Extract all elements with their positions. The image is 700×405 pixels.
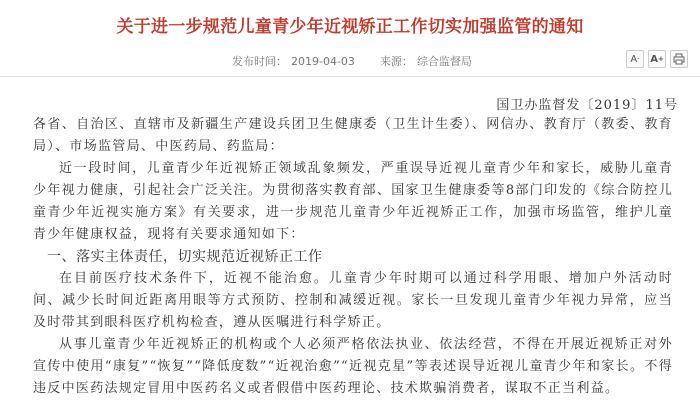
- paragraph-intro: 近一段时间，儿童青少年近视矫正领域乱象频发，严重误导近视儿童青少年和家长，威胁儿童青少年视力健康，引起社会广泛关注。为贯彻落实教育部、国家卫生健康委等8部门印发的《综合防控儿童青少年近视实施方案》有关要求，进一步规范儿童青少年近视矫正工作，加强市场监管，维护儿童青少年健康权益，现将有关要求通知如下：: [33, 161, 673, 242]
- paragraph-body: 从事儿童青少年近视矫正的机构或个人必须严格依法执业、依法经营，不得在开展近视矫正对外宣传中使用“康复”“恢复”“降低度数”“近视治愈”“近视克星”等表述误导近视儿童青少年和家长。不得违反中医药法规定冒用中医药名义或者假借中医药理论、技术欺骗消费者，谋取不正当利益。: [33, 337, 673, 396]
- header-divider: [0, 76, 700, 77]
- font-increase-label: A: [650, 53, 658, 65]
- print-button[interactable]: [670, 50, 688, 68]
- font-increase-button[interactable]: [648, 50, 666, 68]
- printer-icon: [673, 53, 685, 65]
- article-meta: [232, 53, 476, 69]
- publish-date: 2019-04-03: [291, 55, 355, 68]
- section-heading: 一、落实主体责任，切实规范近视矫正工作: [47, 249, 323, 265]
- document-number: 国卫办监督发〔2019〕11号: [496, 98, 678, 113]
- addressee: 各省、自治区、直辖市及新疆生产建设兵团卫生健康委（卫生计生委）、网信办、教育厅（教委、教育局）、市场监管局、中医药局、药监局：: [33, 117, 673, 154]
- source-label: 来源：: [379, 55, 413, 68]
- page-title: 关于进一步规范儿童青少年近视矫正工作切实加强监管的通知: [116, 17, 584, 37]
- paragraph-body: 在目前医疗技术条件下，近视不能治愈。儿童青少年时期可以通过科学用眼、增加户外活动时间、减少长时间近距离用眼等方式预防、控制和减缓近视。家长一旦发现儿童青少年视力异常，应当及时带其到眼科医疗机构检查，遵从医嘱进行科学矫正。: [33, 271, 673, 330]
- publish-label: 发布时间：: [232, 55, 287, 68]
- font-size-controls: [626, 50, 688, 68]
- article-body: [33, 114, 673, 400]
- source-name: 综合监督局: [416, 55, 472, 68]
- font-increase-mark: +: [657, 54, 664, 63]
- font-decrease-label: A: [630, 53, 638, 65]
- font-decrease-button[interactable]: A -: [626, 50, 644, 68]
